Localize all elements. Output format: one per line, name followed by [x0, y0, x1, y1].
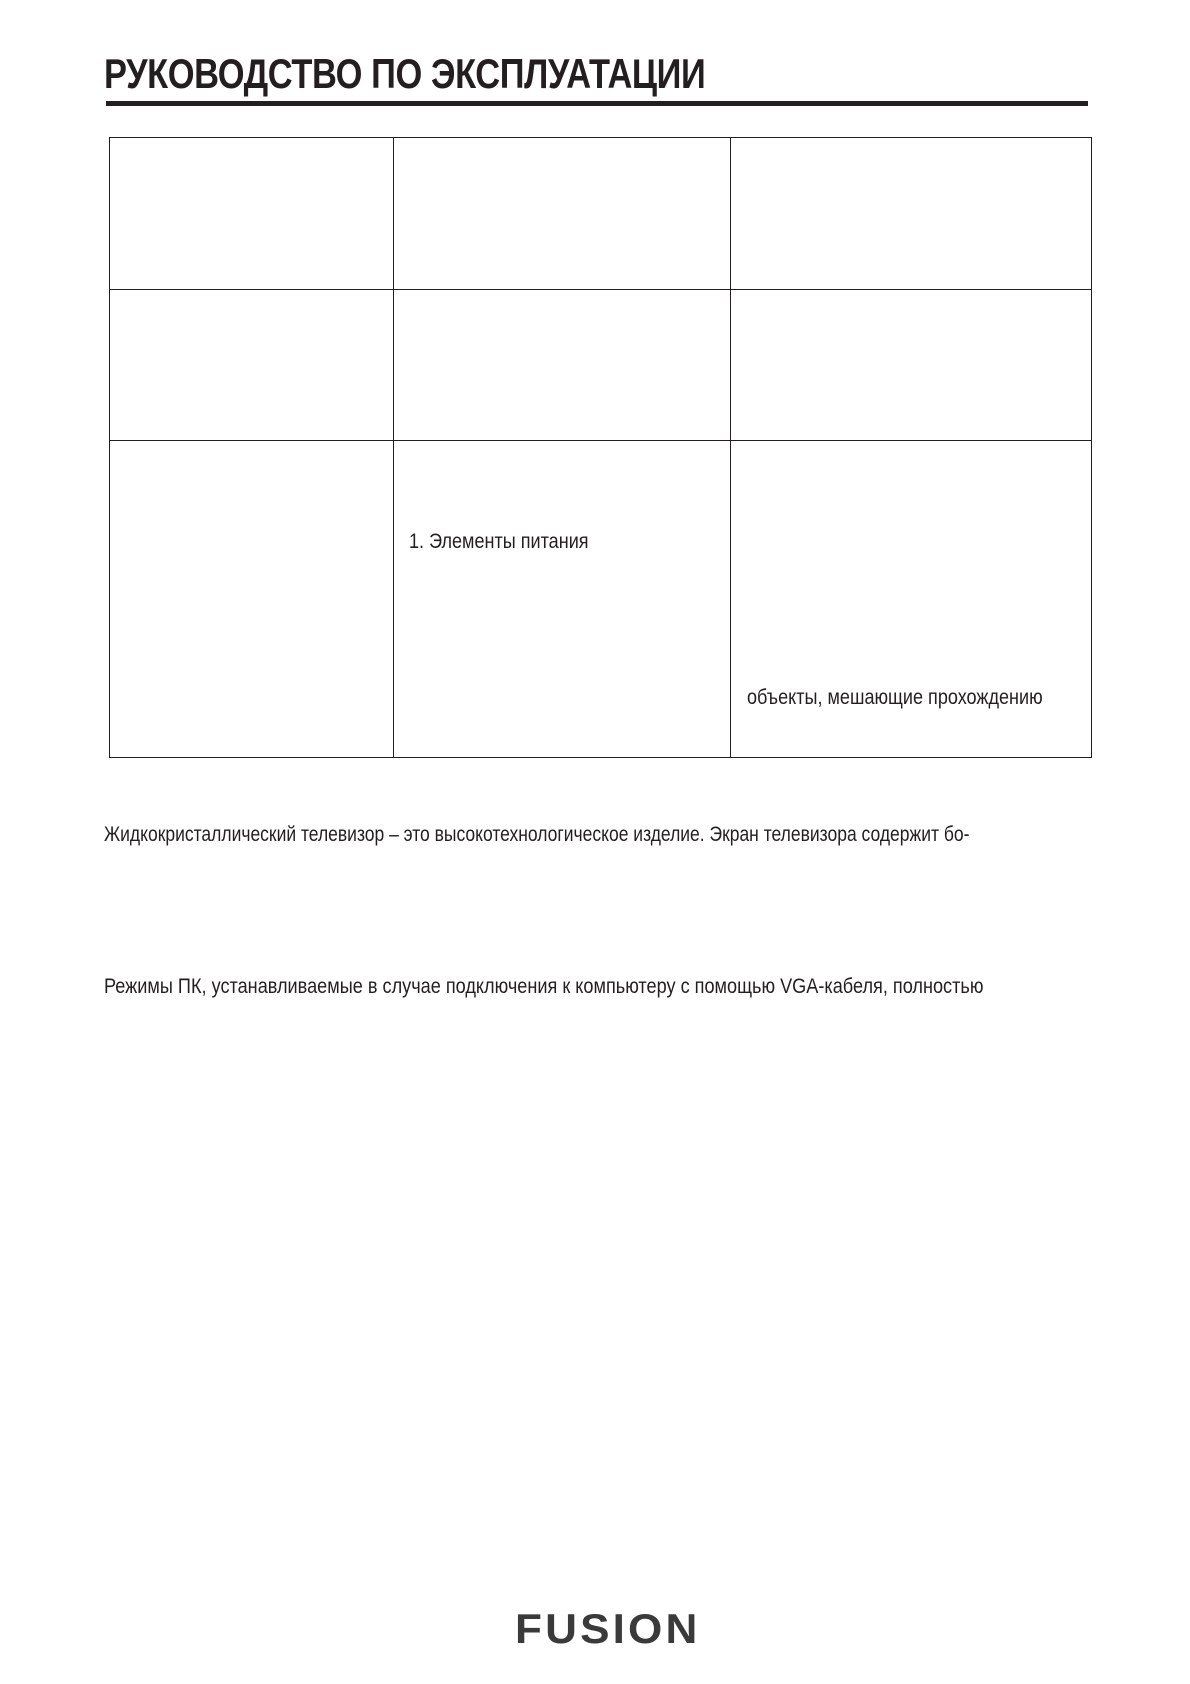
paragraph-pc-modes: Режимы ПК, устанавливаемые в случае подключения к компьютеру с помощью VGA-кабеля, полностью — [104, 975, 984, 998]
table-column-divider — [393, 138, 394, 757]
title-divider — [106, 101, 1088, 106]
table-cell-obstacles: объекты, мешающие прохождению — [747, 686, 1043, 709]
table-cell-batteries: 1. Элементы питания — [409, 530, 589, 553]
page-title: РУКОВОДСТВО ПО ЭКСПЛУАТАЦИИ — [104, 50, 706, 97]
table-column-divider — [730, 138, 731, 757]
table-row-divider — [110, 440, 1091, 441]
fusion-logo: FUSION — [515, 1605, 701, 1652]
content-table — [109, 137, 1092, 758]
table-row-divider — [110, 289, 1091, 290]
paragraph-lcd-tv: Жидкокристаллический телевизор – это высокотехнологическое изделие. Экран телевизора содержит бо- — [104, 823, 970, 846]
